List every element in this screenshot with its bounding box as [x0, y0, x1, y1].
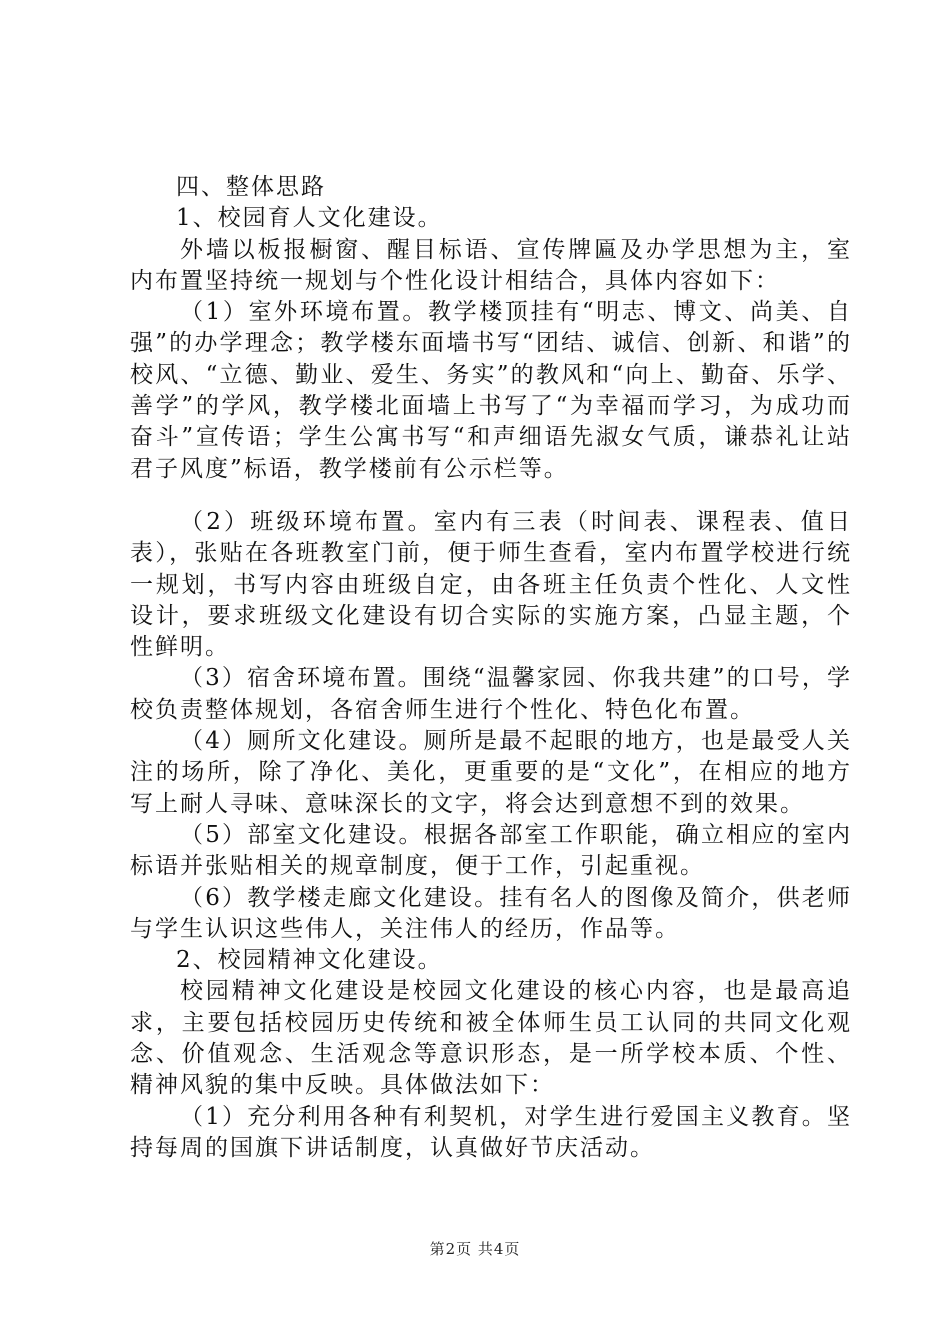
paragraph-gap [130, 485, 852, 507]
document-body [130, 172, 852, 1164]
paragraph-item-6: （6）教学楼走廊文化建设。挂有名人的图像及简介，供老师与学生认识这些伟人，关注伟人的经历，作品等。 [130, 884, 852, 942]
paragraph-intro: 外墙以板报橱窗、醒目标语、宣传牌匾及办学思想为主，室内布置坚持统一规划与个性化设计相结合，具体内容如下： [130, 236, 852, 294]
subsection-heading-1: 1、校园育人文化建设。 [176, 205, 443, 232]
paragraph-item-1: （1）室外环境布置。教学楼顶挂有“明志、博文、尚美、自强”的办学理念；教学楼东面墙书写“团结、诚信、创新、和谐”的校风、“立德、勤业、爱生、务实”的教风和“向上、勤奋、乐学、善学”的学风，教学楼北面墙上书写了“为幸福而学习，为成功而奋斗”宣传语；学生公寓书写“和声细语先淑女气质，谦恭礼让站君子风度”标语，教学楼前有公示栏等。 [130, 299, 852, 482]
paragraph-item-4: （4）厕所文化建设。厕所是最不起眼的地方，也是最受人关注的场所，除了净化、美化，更重要的是“文化”，在相应的地方写上耐人寻味、意味深长的文字，将会达到意想不到的效果。 [130, 728, 852, 817]
paragraph-spirit-intro: 校园精神文化建设是校园文化建设的核心内容，也是最高追求，主要包括校园历史传统和被全体师生员工认同的共同文化观念、价值观念、生活观念等意识形态，是一所学校本质、个性、精神风貌的集中反映。具体做法如下： [130, 978, 852, 1099]
paragraph-item-5: （5）部室文化建设。根据各部室工作职能，确立相应的室内标语并张贴相关的规章制度，便于工作，引起重视。 [130, 821, 852, 880]
paragraph-item-3: （3）宿舍环境布置。围绕“温馨家园、你我共建”的口号，学校负责整体规划，各宿舍师生进行个性化、特色化布置。 [130, 665, 852, 723]
paragraph-spirit-item-1: （1）充分利用各种有利契机，对学生进行爱国主义教育。坚持每周的国旗下讲话制度，认真做好节庆活动。 [130, 1103, 852, 1161]
page-number-footer: 第2页 共4页 [429, 1240, 521, 1258]
section-heading: 四、整体思路 [176, 174, 326, 200]
paragraph-item-2: （2）班级环境布置。室内有三表（时间表、课程表、值日表），张贴在各班教室门前，便于师生查看，室内布置学校进行统一规划，书写内容由班级自定，由各班主任负责个性化、人文性设计，要求班级文化建设有切合实际的实施方案，凸显主题，个性鲜明。 [130, 508, 852, 661]
subsection-heading-2: 2、校园精神文化建设。 [176, 947, 443, 974]
